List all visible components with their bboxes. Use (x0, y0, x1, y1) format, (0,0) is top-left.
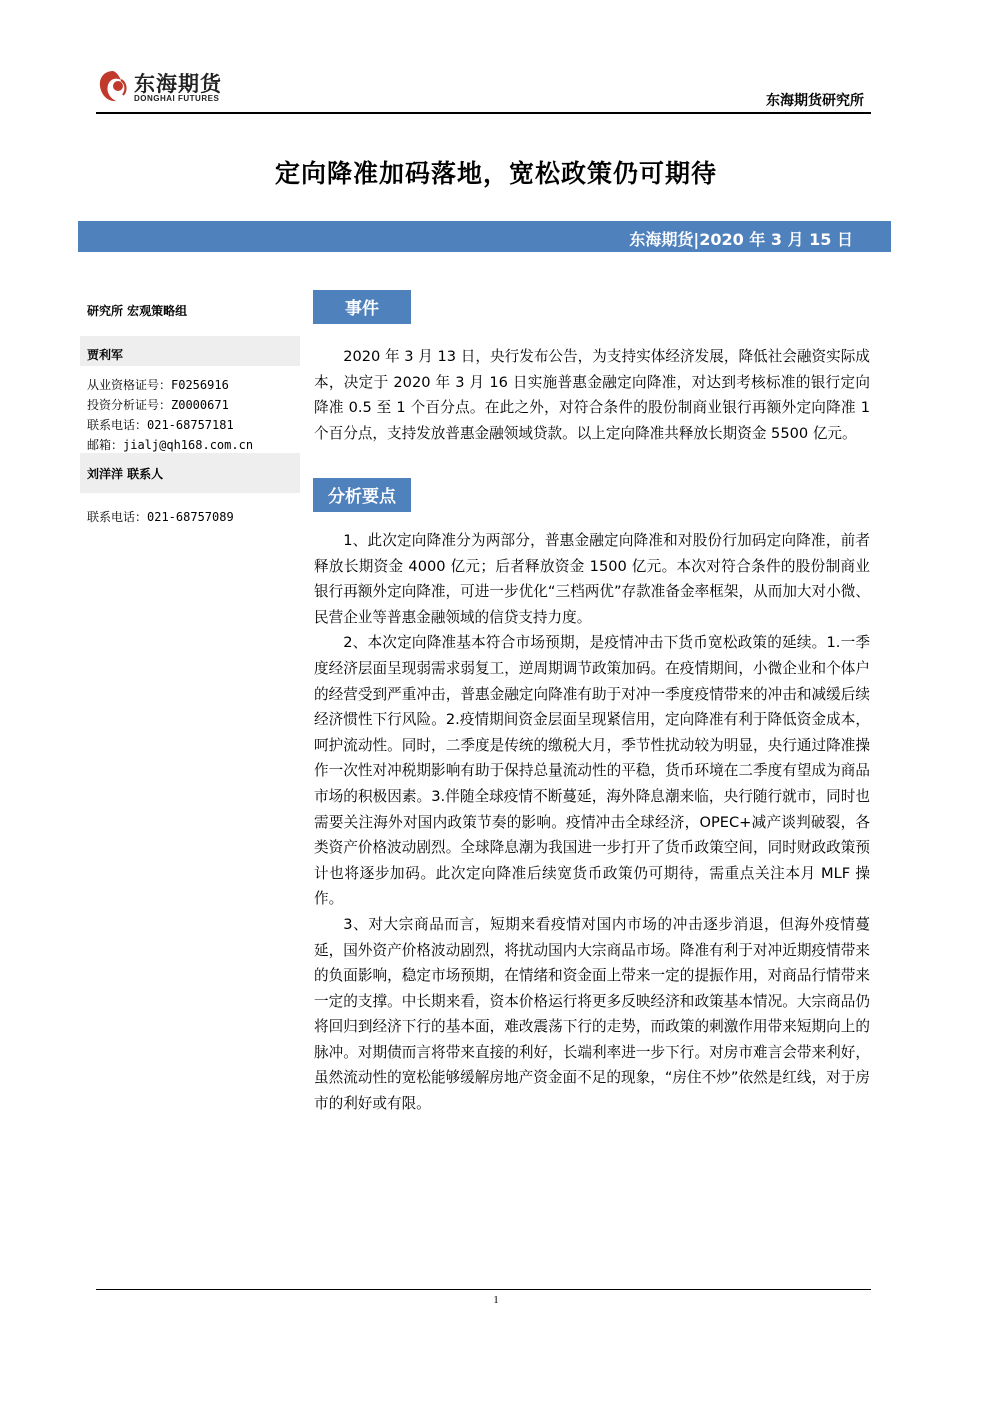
analysis-paragraph-1: 1、此次定向降准分为两部分，普惠金融定向降准和对股份行加码定向降准，前者释放长期资金 4000 亿元；后者释放资金 1500 亿元。本次对符合条件的股份制商业银行再额外定向降准，可进一步优化“三档两优”存款准备金率框架，从而加大对小微、民营企业等普惠金融领域的信贷支持力度。 (314, 532, 870, 626)
author2-name: 刘洋洋 联系人 (87, 467, 164, 481)
author1-qualification: 从业资格证号：F0256916 (87, 378, 229, 392)
author2-name-row (80, 453, 300, 493)
analysis-section-label (313, 478, 411, 512)
event-label-text: 事件 (345, 299, 379, 319)
banner-text: 东海期货|2020 年 3 月 15 日 (629, 230, 853, 249)
logo-english-name: DONGHAI FUTURES (134, 94, 220, 103)
report-title: 定向降准加码落地，宽松政策仍可期待 (274, 159, 717, 188)
author2-details (80, 508, 300, 528)
dragon-emblem-icon (96, 68, 130, 106)
sidebar-department (80, 302, 300, 322)
event-body (314, 344, 870, 446)
author1-phone: 联系电话：021-68757181 (87, 418, 234, 432)
logo-chinese-name: 东海期货 (134, 72, 222, 96)
department-label: 研究所 宏观策略组 (87, 304, 188, 318)
event-paragraph: 2020 年 3 月 13 日，央行发布公告，为支持实体经济发展，降低社会融资实际成本，决定于 2020 年 3 月 16 日实施普惠金融定向降准，对达到考核标准的银行定向降准 0.5 至 1 个百分点。在此之外，对符合条件的股份制商业银行再额外定向降准 1 个百分点，支持发放普惠金融领域贷款。以上定向降准共释放长期资金 5500 亿元。 (314, 348, 870, 442)
header-institute-name: 东海期货研究所 (766, 93, 864, 109)
author1-details (80, 376, 300, 452)
analysis-paragraph-2: 2、本次定向降准基本符合市场预期，是疫情冲击下货币宽松政策的延续。1.一季度经济层面呈现弱需求弱复工，逆周期调节政策加码。在疫情期间，小微企业和个体户的经营受到严重冲击，普惠金融定向降准有助于对冲一季度疫情带来的冲击和减缓后续经济惯性下行风险。2.疫情期间资金层面呈现紧信用，定向降准有利于降低资金成本，呵护流动性。同时，二季度是传统的缴税大月，季节性扰动较为明显，央行通过降准操作一次性对冲税期影响有助于保持总量流动性的平稳，货币环境在二季度有望成为商品市场的积极因素。3.伴随全球疫情不断蔓延，海外降息潮来临，央行随行就市，同时也需要关注海外对国内政策节奏的影响。疫情冲击全球经济，OPEC+减产谈判破裂，各类资产价格波动剧烈。全球降息潮为我国进一步打开了货币政策空间，同时财政政策预计也将逐步加码。此次定向降准后续宽货币政策仍可期待，需重点关注本月 MLF 操作。 (314, 634, 870, 908)
analysis-paragraph-3: 3、对大宗商品而言，短期来看疫情对国内市场的冲击逐步消退，但海外疫情蔓延，国外资产价格波动剧烈，将扰动国内大宗商品市场。降准有利于对冲近期疫情带来的负面影响，稳定市场预期，在情绪和资金面上带来一定的提振作用，对商品行情带来一定的支撑。中长期来看，资本价格运行将更多反映经济和政策基本情况。大宗商品仍将回归到经济下行的基本面，难改震荡下行的走势，而政策的刺激作用带来短期向上的脉冲。对期债而言将带来直接的利好，长端利率进一步下行。对房市难言会带来利好，虽然流动性的宽松能够缓解房地产资金面不足的现象，“房住不炒”依然是红线，对于房市的利好或有限。 (314, 915, 870, 1113)
event-section-label (313, 290, 411, 324)
header-divider (96, 112, 871, 114)
date-banner (78, 221, 891, 252)
author2-phone: 联系电话：021-68757089 (87, 510, 234, 524)
analysis-body (314, 528, 870, 1117)
company-logo (96, 66, 236, 108)
author1-email: 邮箱：jialj@qh168.com.cn (87, 438, 254, 452)
author1-name-row (80, 336, 300, 366)
page-number: 1 (493, 1294, 499, 1306)
analysis-label-text: 分析要点 (328, 487, 396, 507)
author1-analyst-id: 投资分析证号：Z0000671 (87, 398, 229, 412)
footer-divider (96, 1289, 871, 1290)
author1-name: 贾利军 (87, 348, 124, 362)
